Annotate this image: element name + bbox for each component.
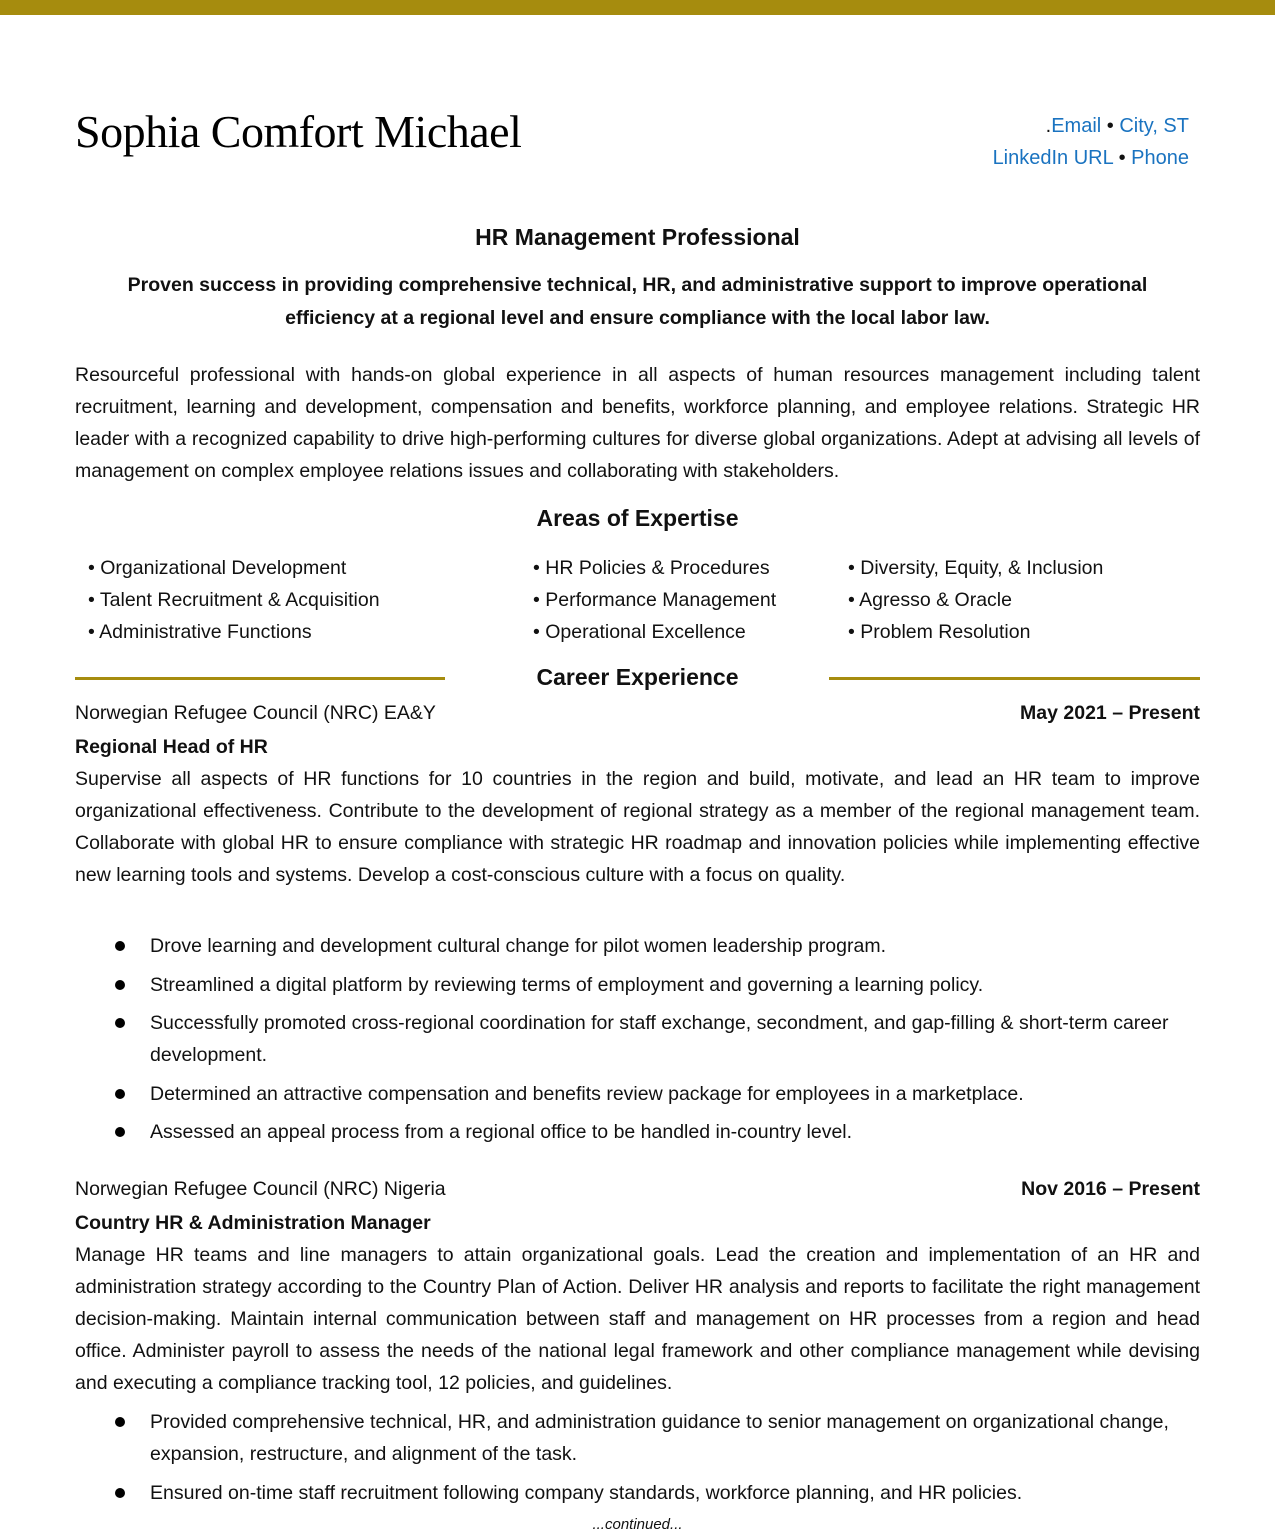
bullet-icon [115, 1018, 125, 1028]
job-description: Supervise all aspects of HR functions for 10 countries in the region and build, motivate, and lead an HR team to improve organizational effectiveness. Contribute to the development of regional strategy as a member of the regional management team. Collaborate with global HR to ensure compliance with strategic HR roadmap and innovation policies while implementing effective new learning tools and systems. Develop a cost-conscious culture with a focus on quality. [75, 768, 1200, 886]
expertise-item: • Performance Management [533, 589, 777, 611]
achievement-item: Assessed an appeal process from a regional office to be handled in-country level. [75, 1116, 1185, 1148]
bullet-icon [115, 941, 125, 951]
tagline: Proven success in providing comprehensive technical, HR, and administrative support to improve operational efficiency at a regional level and ensure compliance with the local labor law. [127, 274, 1148, 329]
achievement-item: Drove learning and development cultural change for pilot women leadership program. [75, 930, 1185, 962]
bullet-icon [115, 1127, 125, 1137]
expertise-column-1 [88, 552, 380, 648]
phone-link[interactable]: Phone [1131, 147, 1189, 169]
job-title: Country HR & Administration Manager [75, 1212, 431, 1234]
job-organization: Norwegian Refugee Council (NRC) Nigeria [75, 1178, 446, 1200]
achievement-item: Provided comprehensive technical, HR, and administration guidance to senior management on organizational change, expansion, restructure, and alignment of the task. [75, 1406, 1185, 1470]
bullet-icon [115, 980, 125, 990]
expertise-section-title: Areas of Expertise [536, 505, 739, 531]
achievement-item: Successfully promoted cross-regional coordination for staff exchange, secondment, and gap-filling & short-term career development. [75, 1007, 1185, 1071]
job-title: Regional Head of HR [75, 736, 268, 758]
summary-paragraph: Resourceful professional with hands-on global experience in all aspects of human resources management including talent recruitment, learning and development, compensation and benefits, workforce planning, and employee relations. Strategic HR leader with a recognized capability to drive high-performing cultures for diverse global organizations. Adept at advising all levels of management on complex employee relations issues and collaborating with stakeholders. [75, 364, 1200, 482]
expertise-column-2 [533, 552, 776, 648]
bullet-icon [115, 1089, 125, 1099]
expertise-item: • Diversity, Equity, & Inclusion [848, 557, 1104, 579]
achievement-item: Determined an attractive compensation and benefits review package for employees in a marketplace. [75, 1078, 1185, 1110]
achievement-item: Ensured on-time staff recruitment following company standards, workforce planning, and HR policies. [75, 1477, 1185, 1509]
job-organization: Norwegian Refugee Council (NRC) EA&Y [75, 702, 436, 724]
job-dates: May 2021 – Present [1020, 702, 1200, 724]
experience-section-title: Career Experience [536, 664, 739, 690]
city-link[interactable]: City, ST [1119, 115, 1189, 137]
candidate-name: Sophia Comfort Michael [75, 106, 522, 157]
job-dates: Nov 2016 – Present [1021, 1178, 1200, 1200]
expertise-item: • Organizational Development [88, 557, 347, 579]
contact-prefix: . [1045, 115, 1052, 137]
contact-line-2 [993, 142, 1189, 174]
expertise-item: • Agresso & Oracle [848, 589, 1012, 611]
linkedin-link[interactable]: LinkedIn URL [992, 147, 1114, 169]
email-link[interactable]: Email [1051, 115, 1102, 137]
expertise-item: • Talent Recruitment & Acquisition [88, 589, 380, 611]
expertise-item: • Problem Resolution [848, 621, 1031, 643]
job-description: Manage HR teams and line managers to attain organizational goals. Lead the creation and implementation of an HR and administration strategy according to the Country Plan of Action. Deliver HR analysis and reports to facilitate the right management decision-making. Maintain internal communication between staff and management on HR processes from a region and head office. Administer payroll to assess the needs of the national legal framework and other compliance management while devising and executing a compliance tracking tool, 12 policies, and guidelines. [75, 1244, 1200, 1394]
bullet-separator: • [1106, 115, 1114, 137]
job-achievements-list [75, 1406, 1185, 1515]
bullet-separator: • [1118, 147, 1126, 169]
continued-note: ...continued... [592, 1516, 683, 1533]
expertise-item: • Operational Excellence [533, 621, 746, 643]
contact-line-1 [993, 110, 1189, 142]
contact-info [993, 110, 1189, 174]
expertise-item: • Administrative Functions [88, 621, 312, 643]
expertise-column-3 [848, 552, 1103, 648]
job-achievements-list [75, 930, 1185, 1155]
expertise-item: • HR Policies & Procedures [533, 557, 770, 579]
achievement-item: Streamlined a digital platform by reviewing terms of employment and governing a learning policy. [75, 969, 1185, 1001]
bullet-icon [115, 1417, 125, 1427]
top-accent-bar [0, 0, 1275, 15]
bullet-icon [115, 1488, 125, 1498]
section-divider-right [829, 677, 1200, 680]
headline: HR Management Professional [475, 224, 800, 250]
